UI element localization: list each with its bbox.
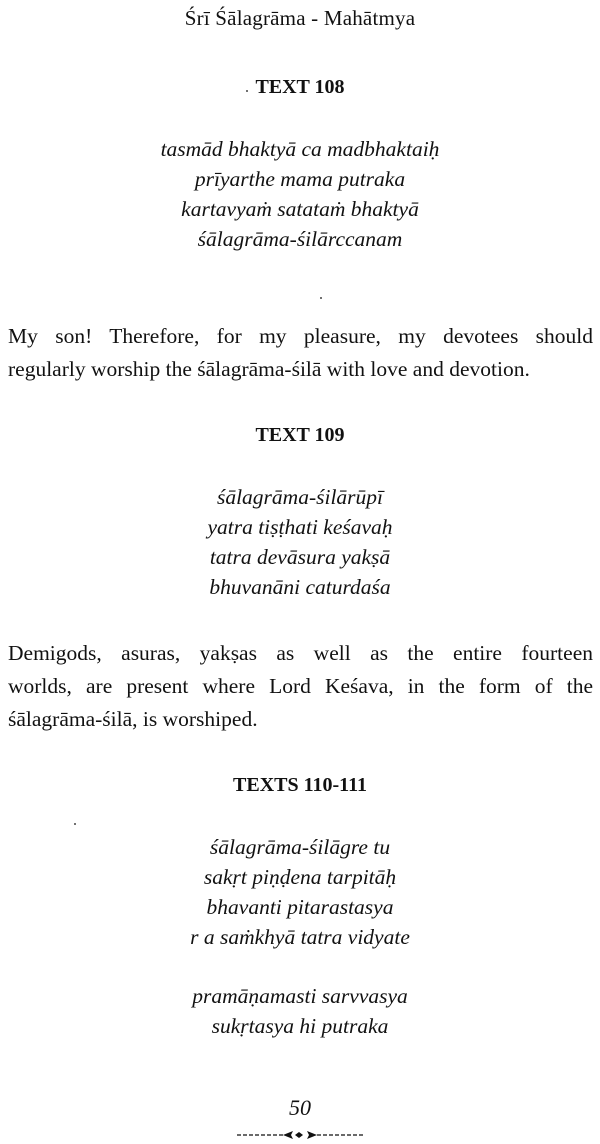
verse-line: kartavyaṁ satataṁ bhaktyā: [181, 197, 419, 221]
running-head: Śrī Śālagrāma - Mahātmya: [184, 6, 416, 30]
page-ornament-divider: [235, 1129, 365, 1141]
verse-line: śālagrāma-śilārūpī: [216, 485, 384, 509]
verse-line: sakṛt piṇḍena tarpitāḥ: [203, 865, 397, 889]
translation-line: Demigods, asuras, yakṣas as well as the entire fourteen: [8, 641, 593, 665]
verse-line: yatra tiṣṭhati keśavaḥ: [207, 515, 393, 539]
verse-line: tasmād bhaktyā ca madbhaktaiḥ: [160, 137, 440, 161]
verse-line: bhavanti pitarastasya: [206, 895, 394, 919]
translation-108: [8, 320, 593, 386]
verse-111: [0, 981, 600, 1041]
translation-line: regularly worship the śālagrāma-śilā with love and devotion.: [8, 357, 530, 381]
print-speck: [320, 297, 322, 299]
translation-line: My son! Therefore, for my pleasure, my devotees should: [8, 324, 593, 348]
section-heading-109: TEXT 109: [255, 424, 345, 446]
section-heading-108: TEXT 108: [255, 76, 345, 98]
verse-line: śālagrāma-śilāgre tu: [209, 835, 391, 859]
translation-line: worlds, are present where Lord Keśava, in the form of the: [8, 674, 593, 698]
verse-line: tatra devāsura yakṣā: [209, 545, 391, 569]
print-speck: [246, 90, 248, 92]
verse-line: bhuvanāni caturdaśa: [209, 575, 391, 599]
verse-line: pramāṇamasti sarvvasya: [192, 984, 408, 1008]
verse-110: [0, 832, 600, 952]
verse-line: sukṛtasya hi putraka: [211, 1014, 389, 1038]
translation-line: śālagrāma-śilā, is worshiped.: [8, 707, 258, 731]
verse-line: prīyarthe mama putraka: [194, 167, 406, 191]
translation-109: [8, 637, 593, 736]
print-speck: [74, 823, 76, 825]
page-number: 50: [289, 1095, 311, 1120]
verse-108: [0, 134, 600, 254]
verse-109: [0, 482, 600, 602]
verse-line: r a saṁkhyā tatra vidyate: [190, 925, 410, 949]
verse-line: śālagrāma-śilārccanam: [197, 227, 403, 251]
section-heading-110-111: TEXTS 110-111: [233, 774, 367, 796]
